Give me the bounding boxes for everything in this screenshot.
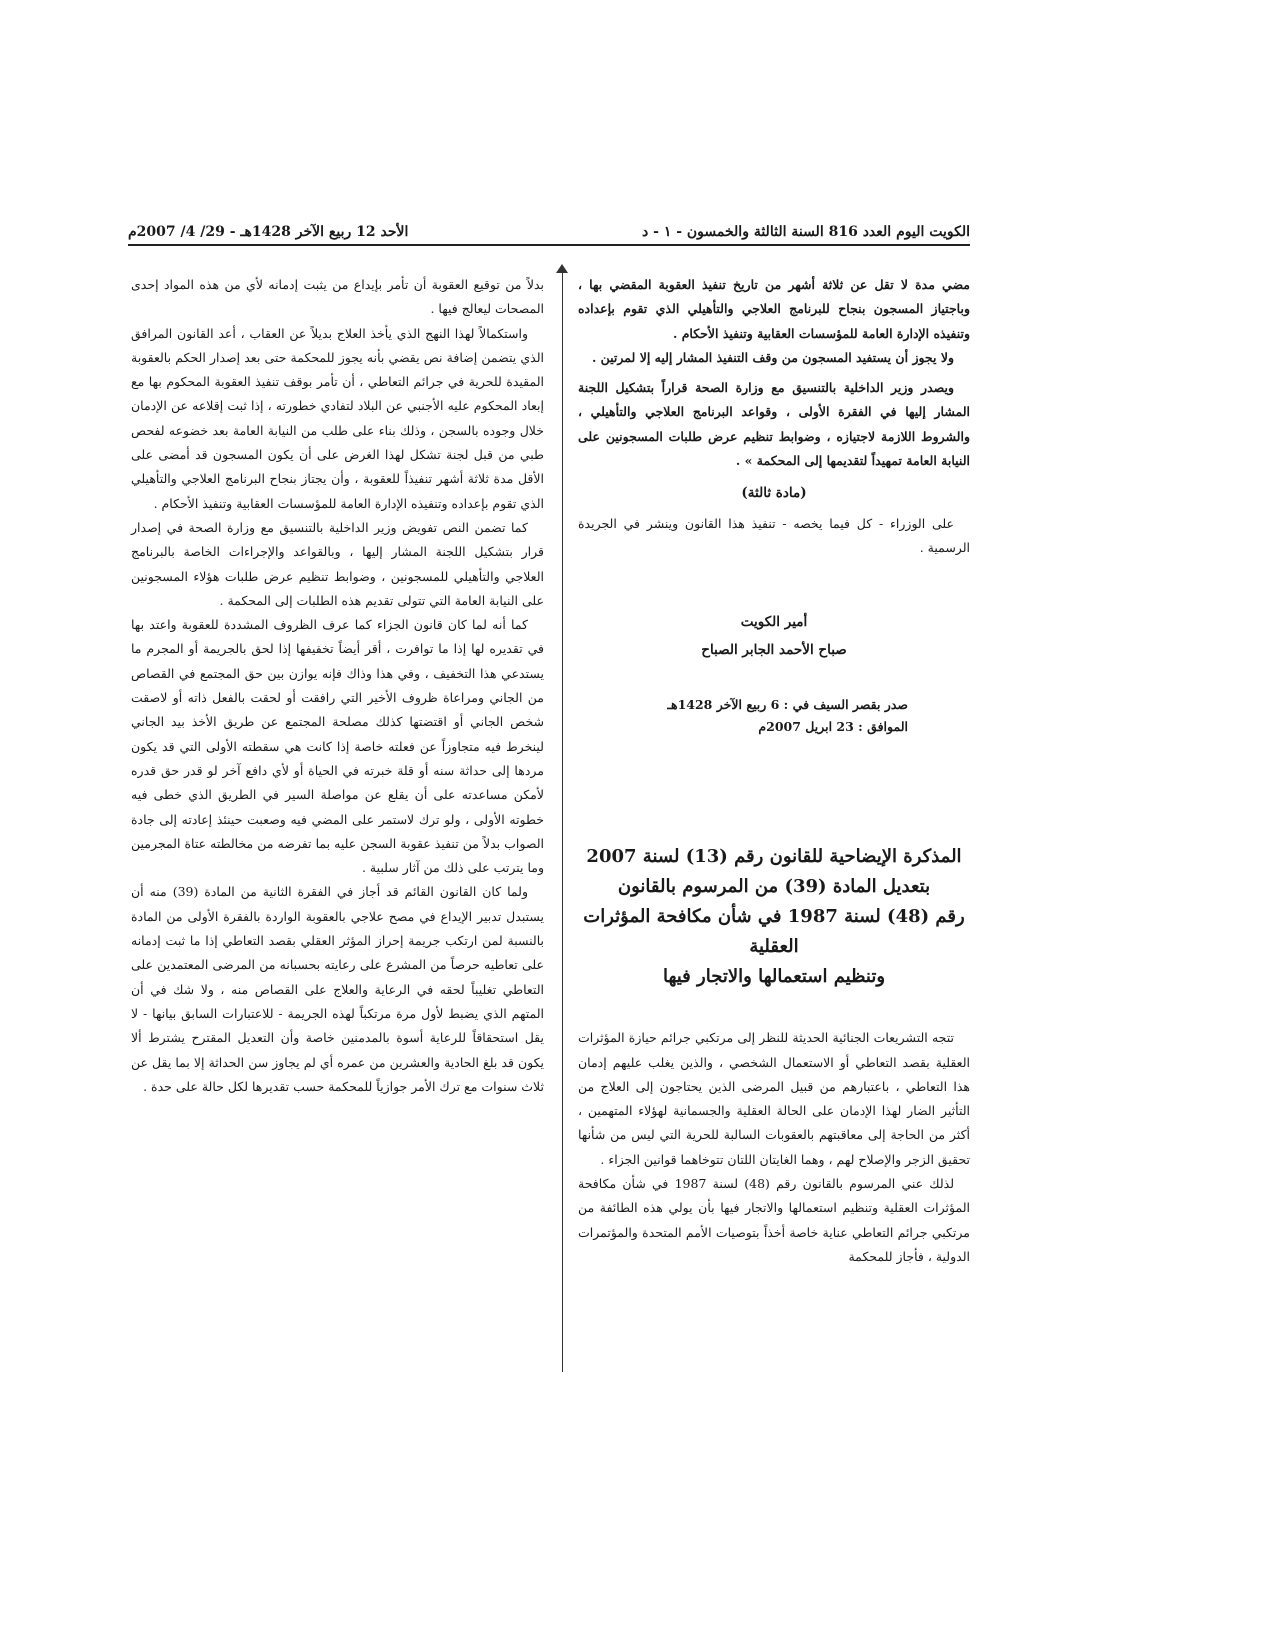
issued-at: صدر بقصر السيف في : 6 ربيع الآخر 1428هـ — [667, 697, 908, 713]
page-header — [128, 210, 970, 240]
law-continuation-paragraph: مضي مدة لا تقل عن ثلاثة أشهر من تاريخ تنفيذ العقوبة المقضي بها ، وباجتياز المسجون بنجاح للبرنامج العلاجي والتأهيلي الذي تقوم بإعداده وتنفيذه الإدارة العامة للمؤسسات العقابية وتنفيذ الأحكام . — [578, 277, 970, 341]
law-paragraph-3: ويصدر وزير الداخلية بالتنسيق مع وزارة الصحة قراراً بتشكيل اللجنة المشار إليها في الفقرة الأولى ، وقواعد البرنامج العلاجي والتأهيلي ، والشروط اللازمة لاجتيازه ، وضوابط تنظيم عرض طلبات المسجونين على النيابة العامة تمهيداً لتقديمها إلى المحكمة » . — [578, 380, 970, 469]
header-date: الأحد 12 ربيع الآخر 1428هـ - 29/ 4/ 2007م — [128, 224, 409, 240]
memo-body — [578, 1026, 970, 1269]
right-column — [578, 273, 970, 1269]
signature-name: صباح الأحمد الجابر الصباح — [701, 642, 847, 659]
memo-title-line-4: وتنظيم استعمالها والاتجار فيها — [662, 966, 886, 988]
memo-paragraph-3: واستكمالاً لهذا النهج الذي يأخذ العلاج بديلاً عن العقاب ، أعد القانون المرافق الذي يتضمن إضافة نص يقضي بأنه يجوز للمحكمة حتى بعد إصدار الحكم بالعقوبة المقيدة للحرية في جرائم التعاطي ، أن تأمر بوقف تنفيذ العقوبة المحكوم بها مع إبعاد المحكوم عليه الأجنبي عن البلاد لتفادي خطورته ، إذا ثبت إقلاعه عن الإدمان خلال وجوده بالسجن ، وذلك بناء على طلب من النيابة العامة بعد خضوعه لفحص طبي من قبل لجنة تشكل لهذا الغرض على أن يكون المسجون قد أمضى على الأقل مدة ثلاثة أشهر تنفيذاً للعقوبة ، وأن يجتاز بنجاح البرنامج العلاجي والتأهيلي الذي تقوم بإعداده وتنفيذه الإدارة العامة للمؤسسات العقابية وتنفيذ الأحكام . — [131, 325, 544, 511]
article-3-heading: (مادة ثالثة) — [741, 485, 807, 502]
memo-title — [578, 842, 970, 992]
header-rule — [128, 244, 970, 246]
issued-corresponding: الموافق : 23 ابريل 2007م — [758, 719, 908, 735]
article-3-text: على الوزراء - كل فيما يخصه - تنفيذ هذا القانون وينشر في الجريدة الرسمية . — [578, 515, 970, 555]
gazette-info: الكويت اليوم العدد 816 السنة الثالثة والخمسون - ١ - د — [642, 224, 970, 240]
left-column — [131, 273, 544, 1099]
memo-paragraph-2: لذلك عني المرسوم بالقانون رقم (48) لسنة 1987 في شأن مكافحة المؤثرات العقلية وتنظيم استعمالها والاتجار فيها بأن يولي هذه الطائفة من مرتكبي جرائم التعاطي عناية خاصة أخذاً بتوصيات الأمم المتحدة والمؤتمرات الدولية ، فأجاز للمحكمة — [578, 1176, 970, 1264]
memo-paragraph-1: تتجه التشريعات الجنائية الحديثة للنظر إلى مرتكبي جرائم حيازة المؤثرات العقلية بقصد التعاطي أو الاستعمال الشخصي ، والذين يغلب عليهم إدمان هذا التعاطي ، باعتبارهم من قبيل المرضى الذين يحتاجون إلى العلاج من التأثير الضار لهذا الإدمان على الحالة العقلية والجسمانية لهؤلاء المتهمين ، أكثر من الحاجة إلى معاقبتهم بالعقوبات السالبة للحرية التي ليس من شأنها تحقيق الزجر والإصلاح لهم ، وهما الغايتان اللتان تتوخاهما قوانين الجزاء . — [578, 1030, 970, 1167]
memo-title-line-3: رقم (48) لسنة 1987 في شأن مكافحة المؤثرات العقلية — [583, 906, 965, 958]
memo-paragraph-4: كما تضمن النص تفويض وزير الداخلية بالتنسيق مع وزارة الصحة في إصدار قرار بتشكيل اللجنة المشار إليها ، وبالقواعد والإجراءات الخاصة بالبرنامج العلاجي والتأهيلي للمسجونين ، وضوابط تنظيم عرض طلبات هؤلاء المسجونين على النيابة العامة التي تتولى تقديم هذه الطلبات إلى المحكمة . — [131, 519, 544, 608]
memo-continuation-paragraph: بدلاً من توقيع العقوبة أن تأمر بإيداع من يثبت إدمانه لأي من هذه المواد إحدى المصحات ليعالج فيها . — [131, 277, 544, 317]
memo-paragraph-5: كما أنه لما كان قانون الجزاء كما عرف الظروف المشددة للعقوبة واعتد بها في تقديره لها إذا ما توافرت ، أقر أيضاً تخفيفها إذا لحق بالجريمة أو المجرم ما يستدعي هذا التخفيف ، وفي هذا وذاك فإنه يوازن بين حق المجتمع في القصاص من الجاني ومراعاة ظروف الأخير التي رافقت أو لحقت بالفعل ذاته أو لاصقت شخص الجاني أو اقتضتها كذلك مصلحة المجتمع عن طريق الأخذ بيد الجاني لينخرط فيه متجاوزاً عن فعلته خاصة إذا كانت هي سقطته الأولى التي قد يكون مردها إلى حداثة سنه أو قلة خبرته في الحياة أو لأي دافع آخر لو قدر حق قدره لأمكن مساعدته على أن يقلع عن مواصلة السير في الطريق الذي خطى فيه خطوته الأولى ، ولو ترك لاستمر على المضي فيه وصعبت حينئذ إعادته إلى جادة الصواب بدلاً من تنفيذ عقوبة السجن عليه بما تفرضه من مخالطته عتاة المجرمين وما يترتب على ذلك من آثار سلبية . — [131, 617, 544, 876]
memo-title-line-1: المذكرة الإيضاحية للقانون رقم (13) لسنة 2007 — [586, 846, 962, 868]
memo-paragraph-6: ولما كان القانون القائم قد أجاز في الفقرة الثانية من المادة (39) منه أن يستبدل تدبير الإيداع في مصح علاجي بالعقوبة الواردة بالفقرة الأولى من المادة بالنسبة لمن ارتكب جريمة إحراز المؤثر العقلي بقصد التعاطي إذا ما ثبت إدمانه على تعاطيه حرصاً من المشرع على رعايته بحسبانه من المرضى المعتمدين على التعاطي تغليباً لحقه في الرعاية والعلاج على القصاص منه ، ولا شك في أن المتهم الذي يضبط لأول مرة مرتكباً لهذه الجريمة - للاعتبارات السابق بيانها - لا يقل استحقاقاً للرعاية أسوة بالمدمنين خاصة وأن التعديل المقترح يشترط ألا يكون قد بلغ الحادية والعشرين من عمره أي لم يجاوز سن الحداثة إلا بما يقل عن ثلاث سنوات مع ترك الأمر جوازياً للمحكمة حسب تقديرها لكل حالة على حدة . — [131, 884, 544, 1094]
issued-block — [578, 694, 908, 738]
signature-block — [664, 608, 884, 664]
column-divider — [562, 272, 563, 1372]
law-paragraph-2: ولا يجوز أن يستفيد المسجون من وقف التنفيذ المشار إليه إلا لمرتين . — [591, 349, 954, 365]
signature-title: أمير الكويت — [740, 614, 808, 631]
memo-title-line-2: بتعديل المادة (39) من المرسوم بالقانون — [617, 876, 931, 898]
